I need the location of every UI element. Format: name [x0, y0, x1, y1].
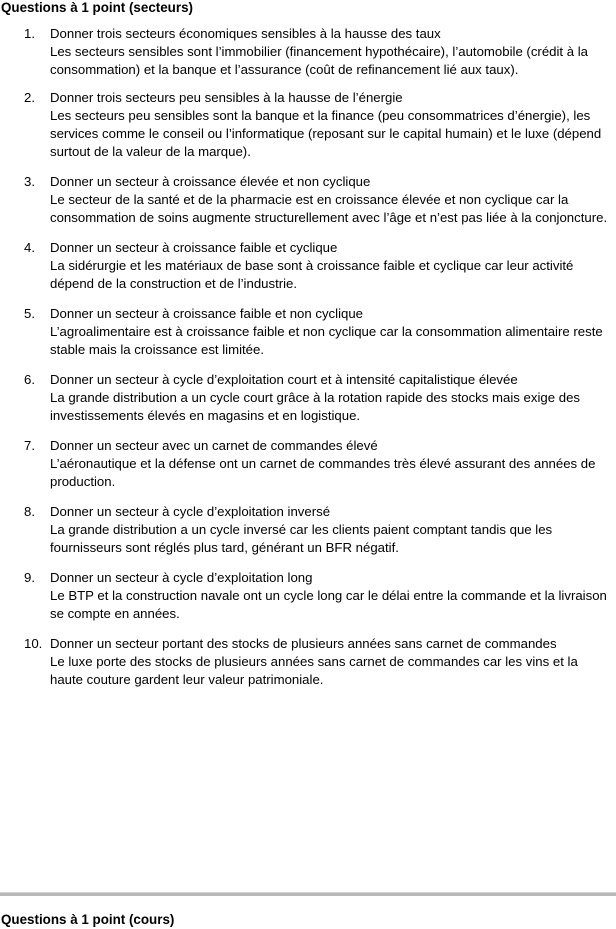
question-text: Donner trois secteurs peu sensibles à la hausse de l’énergie — [50, 90, 403, 105]
answer-text: L’agroalimentaire est à croissance faible et non cyclique car la consommation alimentaire reste stable mais la croissance est limitée. — [50, 324, 603, 357]
list-item — [0, 173, 616, 227]
item-number: 7. — [24, 438, 35, 453]
item-number: 10. — [24, 636, 43, 651]
question-text: Donner un secteur avec un carnet de commandes élevé — [50, 438, 378, 453]
answer-text: Les secteurs sensibles sont l’immobilier (financement hypothécaire), l’automobile (crédit à la consommation) et la banque et l’assurance (coût de refinancement lié aux taux). — [50, 44, 589, 77]
answer-text: Le BTP et la construction navale ont un cycle long car le délai entre la commande et la livraison se compte en années. — [50, 588, 607, 621]
list-item — [0, 635, 616, 689]
item-number: 3. — [24, 174, 35, 189]
questions-list — [0, 25, 616, 701]
list-item — [0, 305, 616, 359]
page-separator — [0, 892, 616, 896]
question-text: Donner un secteur portant des stocks de plusieurs années sans carnet de commandes — [50, 636, 557, 651]
item-number: 6. — [24, 372, 35, 387]
question-text: Donner un secteur à croissance faible et non cyclique — [50, 306, 364, 321]
answer-text: L’aéronautique et la défense ont un carnet de commandes très élevé assurant des années de production. — [50, 456, 596, 489]
question-text: Donner un secteur à croissance élevée et non cyclique — [50, 174, 371, 189]
answer-text: La grande distribution a un cycle inversé car les clients paient comptant tandis que les fournisseurs sont réglés plus tard, générant un BFR négatif. — [50, 522, 553, 555]
list-item — [0, 239, 616, 293]
answer-text: La sidérurgie et les matériaux de base sont à croissance faible et cyclique car leur activité dépend de la construction et de l’industrie. — [50, 258, 574, 291]
list-item — [0, 569, 616, 623]
item-number: 8. — [24, 504, 35, 519]
list-item — [0, 437, 616, 491]
question-text: Donner un secteur à croissance faible et cyclique — [50, 240, 338, 255]
item-number: 9. — [24, 570, 35, 585]
list-item — [0, 503, 616, 557]
list-item — [0, 371, 616, 425]
item-number: 5. — [24, 306, 35, 321]
section-title-secteurs: Questions à 1 point (secteurs) — [1, 0, 193, 15]
answer-text: La grande distribution a un cycle court grâce à la rotation rapide des stocks mais exige des investissements élevés en magasins et en logistique. — [50, 390, 580, 423]
item-number: 1. — [24, 26, 35, 41]
answer-text: Le secteur de la santé et de la pharmacie est en croissance élevée et non cyclique car la consommation de soins augmente structurellement avec l’âge et n’est pas liée à la conjoncture. — [50, 192, 608, 225]
question-text: Donner un secteur à cycle d’exploitation inversé — [50, 504, 331, 519]
item-number: 2. — [24, 90, 35, 105]
item-number: 4. — [24, 240, 35, 255]
question-text: Donner un secteur à cycle d’exploitation court et à intensité capitalistique élevée — [50, 372, 518, 387]
section-title-cours: Questions à 1 point (cours) — [1, 912, 175, 927]
question-text: Donner un secteur à cycle d’exploitation long — [50, 570, 313, 585]
answer-text: Le luxe porte des stocks de plusieurs années sans carnet de commandes car les vins et la haute couture gardent leur valeur patrimoniale. — [50, 654, 578, 687]
list-item — [0, 25, 616, 79]
question-text: Donner trois secteurs économiques sensibles à la hausse des taux — [50, 26, 441, 41]
answer-text: Les secteurs peu sensibles sont la banque et la finance (peu consommatrices d’énergie), les services comme le conseil ou l’informatique (reposant sur le capital humain) et le luxe (dépend surtout de la valeur de la marque). — [50, 108, 602, 159]
list-item — [0, 89, 616, 161]
